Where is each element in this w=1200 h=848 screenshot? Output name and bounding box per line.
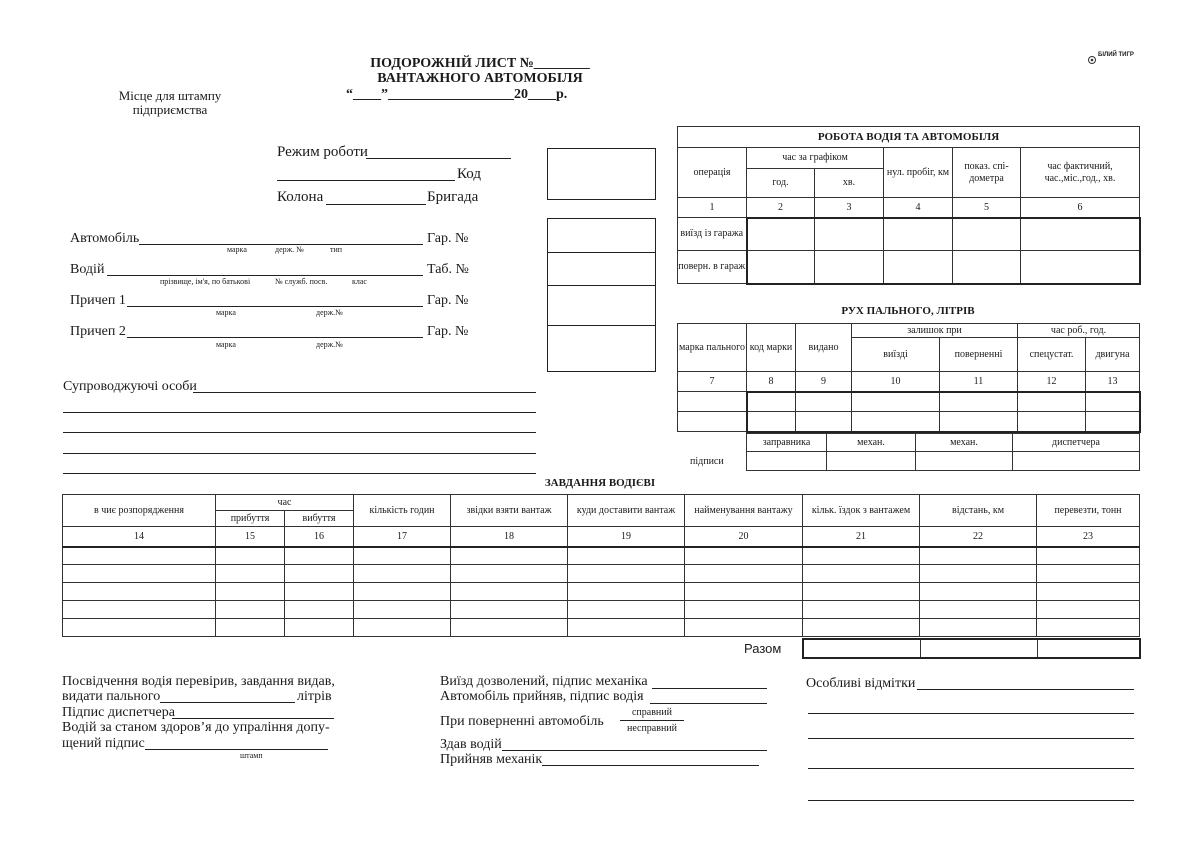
work-cell[interactable] xyxy=(747,251,815,284)
work-h-hours: год. xyxy=(747,169,815,198)
special-notes-field-5[interactable] xyxy=(808,800,1134,801)
fuel-h-brand: марка пального xyxy=(678,324,747,372)
fuel-sign-table xyxy=(746,433,1140,471)
tasks-cell[interactable] xyxy=(285,583,354,601)
fuel-cell[interactable] xyxy=(940,392,1018,412)
tasks-cell[interactable] xyxy=(920,619,1037,637)
work-h-operation: операція xyxy=(678,148,747,198)
tasks-cell[interactable] xyxy=(451,547,568,565)
sign-cell[interactable] xyxy=(1013,452,1140,471)
driver-handover-field[interactable] xyxy=(502,750,767,751)
special-notes-field-1[interactable] xyxy=(917,689,1134,690)
tasks-cell[interactable] xyxy=(63,583,216,601)
fuel-cell[interactable] xyxy=(940,412,1018,432)
car-sub-type: тип xyxy=(330,245,343,254)
tasks-h-to: куди доставити вантаж xyxy=(568,495,685,527)
code-field[interactable] xyxy=(277,180,455,181)
trailer2-label: Причеп 2 xyxy=(70,324,126,339)
tasks-cell[interactable] xyxy=(920,547,1037,565)
driver-sub-name: прізвище, ім'я, по батькові xyxy=(160,277,251,286)
car-sub-number: держ. № xyxy=(275,245,304,254)
special-notes-field-2[interactable] xyxy=(808,713,1134,714)
sign-col-mech1: механ. xyxy=(827,434,916,452)
escorts-field-4[interactable] xyxy=(63,453,536,454)
footer-left-line2: видати пального xyxy=(62,689,161,704)
fuel-num-12: 12 xyxy=(1018,372,1086,392)
trailer1-garage-label: Гар. № xyxy=(427,293,469,308)
footer-mid-line3: При поверненні автомобіль xyxy=(440,714,604,729)
work-h-zero: нул. пробіг, км xyxy=(884,148,953,198)
tasks-num-23: 23 xyxy=(1037,527,1140,547)
tasks-cell[interactable] xyxy=(568,547,685,565)
fuel-table xyxy=(677,323,1141,433)
work-h-schedule: час за графіком xyxy=(747,148,884,169)
total-trips-cell[interactable] xyxy=(803,639,920,658)
tasks-cell[interactable] xyxy=(216,619,285,637)
tasks-h-cargo: найменування вантажу xyxy=(685,495,803,527)
driver-label: Водій xyxy=(70,262,105,277)
work-cell[interactable] xyxy=(884,218,953,251)
tasks-cell[interactable] xyxy=(685,565,803,583)
fuel-cell[interactable] xyxy=(852,392,940,412)
escorts-field-5[interactable] xyxy=(63,473,536,474)
tasks-cell[interactable] xyxy=(451,565,568,583)
tasks-cell[interactable] xyxy=(568,601,685,619)
mechanic-accept-field[interactable] xyxy=(542,765,759,766)
tasks-total-label: Разом xyxy=(744,641,782,656)
sign-cell[interactable] xyxy=(916,452,1013,471)
stamp-label: штамп xyxy=(240,751,263,760)
footer-mid-line2: Автомобіль прийняв, підпис водія xyxy=(440,689,644,704)
status-divider xyxy=(620,720,684,721)
tasks-cell[interactable] xyxy=(63,565,216,583)
stamp-place-label: Місце для штампу xyxy=(118,88,222,103)
table-row xyxy=(63,619,1140,637)
work-mode-label: Режим роботи xyxy=(277,144,368,160)
tasks-cell[interactable] xyxy=(354,583,451,601)
status-not-ok[interactable]: несправний xyxy=(626,723,678,734)
column-field[interactable] xyxy=(326,204,426,205)
tasks-cell[interactable] xyxy=(451,583,568,601)
tasks-h-departure: вибуття xyxy=(285,511,354,527)
tasks-num-19: 19 xyxy=(568,527,685,547)
fuel-num-11: 11 xyxy=(940,372,1018,392)
special-notes-label: Особливі відмітки xyxy=(806,676,916,691)
tasks-cell[interactable] xyxy=(568,583,685,601)
tasks-h-time: час xyxy=(216,495,354,511)
stamp-box-stack xyxy=(547,218,656,372)
tasks-cell[interactable] xyxy=(216,547,285,565)
tasks-cell[interactable] xyxy=(285,547,354,565)
tasks-cell[interactable] xyxy=(1037,583,1140,601)
tasks-cell[interactable] xyxy=(920,565,1037,583)
fuel-h-code: код марки xyxy=(747,324,796,372)
work-num-3: 3 xyxy=(815,198,884,218)
tasks-h-hours: кількість годин xyxy=(354,495,451,527)
fuel-h-rest: залишок при xyxy=(852,324,1018,338)
work-table xyxy=(677,126,1141,285)
fuel-cell[interactable] xyxy=(796,412,852,432)
trailer1-sub-brand: марка xyxy=(216,308,236,317)
fuel-cell[interactable] xyxy=(1086,392,1140,412)
work-num-6: 6 xyxy=(1021,198,1140,218)
fuel-num-10: 10 xyxy=(852,372,940,392)
total-tons-cell[interactable] xyxy=(1037,639,1140,658)
fuel-cell[interactable] xyxy=(796,392,852,412)
trailer2-sub-brand: марка xyxy=(216,340,236,349)
driver-sub-class: клас xyxy=(352,277,367,286)
work-num-1: 1 xyxy=(678,198,747,218)
dispatcher-sign-field[interactable] xyxy=(172,718,334,719)
tasks-cell[interactable] xyxy=(685,547,803,565)
fuel-h-special: спецустат. xyxy=(1018,338,1086,372)
driver-health-sign-field[interactable] xyxy=(145,749,328,750)
tasks-num-17: 17 xyxy=(354,527,451,547)
tasks-cell[interactable] xyxy=(803,619,920,637)
fuel-cell[interactable] xyxy=(1086,412,1140,432)
escorts-field-2[interactable] xyxy=(63,412,536,413)
tasks-cell[interactable] xyxy=(685,619,803,637)
trailer1-label: Причеп 1 xyxy=(70,293,126,308)
tasks-cell[interactable] xyxy=(803,547,920,565)
work-cell[interactable] xyxy=(953,251,1021,284)
sign-col-dispatcher: диспетчера xyxy=(1013,434,1140,452)
work-cell[interactable] xyxy=(1021,251,1140,284)
escorts-label: Супроводжуючі особи xyxy=(63,379,197,394)
fuel-title: РУХ ПАЛЬНОГО, ЛІТРІВ xyxy=(841,305,975,317)
table-row xyxy=(63,583,1140,601)
fuel-cell[interactable] xyxy=(1018,412,1086,432)
footer-mid-line4: Здав водій xyxy=(440,737,502,752)
driver-sub-cert: № служб. посв. xyxy=(275,277,328,286)
sign-cell[interactable] xyxy=(747,452,827,471)
tasks-cell[interactable] xyxy=(63,547,216,565)
tasks-cell[interactable] xyxy=(216,565,285,583)
fuel-h-out: виїзді xyxy=(852,338,940,372)
car-garage-label: Гар. № xyxy=(427,231,469,246)
tasks-cell[interactable] xyxy=(285,565,354,583)
footer-mid-line5: Прийняв механік xyxy=(440,752,543,767)
publisher-logo: БІЛИЙ ТИГР xyxy=(1088,52,1138,62)
footer-left-liters: літрів xyxy=(297,689,332,704)
tasks-h-distance: відстань, км xyxy=(920,495,1037,527)
fuel-cell[interactable] xyxy=(852,412,940,432)
tasks-cell[interactable] xyxy=(354,565,451,583)
work-cell[interactable] xyxy=(815,251,884,284)
special-notes-field-4[interactable] xyxy=(808,768,1134,769)
footer-mid-line1: Виїзд дозволений, підпис механіка xyxy=(440,674,648,689)
sign-col-fueler: заправника xyxy=(747,434,827,452)
tasks-cell[interactable] xyxy=(685,583,803,601)
tasks-cell[interactable] xyxy=(568,565,685,583)
car-sub-brand: марка xyxy=(227,245,247,254)
work-h-actual: час фактичний, час.,міс.,год., хв. xyxy=(1021,148,1140,198)
tasks-cell[interactable] xyxy=(1037,565,1140,583)
fuel-cell[interactable] xyxy=(747,392,796,412)
column-label: Колона xyxy=(277,189,324,205)
tasks-cell[interactable] xyxy=(216,601,285,619)
tasks-num-18: 18 xyxy=(451,527,568,547)
work-cell[interactable] xyxy=(1021,218,1140,251)
tasks-h-arrival: прибуття xyxy=(216,511,285,527)
tasks-cell[interactable] xyxy=(63,619,216,637)
tasks-cell[interactable] xyxy=(920,583,1037,601)
trailer1-field[interactable] xyxy=(127,306,423,307)
trailer2-sub-number: держ.№ xyxy=(316,340,343,349)
trailer1-sub-number: держ.№ xyxy=(316,308,343,317)
status-ok[interactable]: справний xyxy=(631,707,672,718)
tasks-h-trips: кільк. їздок з вантажем xyxy=(803,495,920,527)
total-distance-cell[interactable] xyxy=(920,639,1037,658)
car-label: Автомобіль xyxy=(70,231,140,246)
table-row xyxy=(63,601,1140,619)
trailer2-garage-label: Гар. № xyxy=(427,324,469,339)
tasks-h-from: звідки взяти вантаж xyxy=(451,495,568,527)
tasks-num-21: 21 xyxy=(803,527,920,547)
footer-left-line3: Підпис диспетчера xyxy=(62,705,175,720)
tasks-cell[interactable] xyxy=(354,601,451,619)
driver-field[interactable] xyxy=(107,275,423,276)
fuel-num-8: 8 xyxy=(747,372,796,392)
mechanic-sign-field[interactable] xyxy=(652,688,767,689)
fuel-cell[interactable] xyxy=(747,412,796,432)
fuel-liters-field[interactable] xyxy=(160,702,295,703)
tasks-h-order: в чиє розпорядження xyxy=(63,495,216,527)
work-cell[interactable] xyxy=(884,251,953,284)
tasks-cell[interactable] xyxy=(1037,547,1140,565)
escorts-field-1[interactable] xyxy=(193,392,536,393)
fuel-num-7: 7 xyxy=(678,372,747,392)
work-mode-field[interactable] xyxy=(366,158,511,159)
tasks-cell[interactable] xyxy=(1037,619,1140,637)
driver-accept-sign-field[interactable] xyxy=(650,703,767,704)
brigade-label: Бригада xyxy=(427,189,479,205)
fuel-h-engine: двигуна xyxy=(1086,338,1140,372)
tasks-cell[interactable] xyxy=(354,547,451,565)
tasks-cell[interactable] xyxy=(285,601,354,619)
sign-col-mech2: механ. xyxy=(916,434,1013,452)
date-line: “____”__________________20____р. xyxy=(346,87,568,102)
footer-left-line1: Посвідчення водія перевірив, завдання видав, xyxy=(62,674,335,689)
tasks-cell[interactable] xyxy=(63,601,216,619)
tasks-num-16: 16 xyxy=(285,527,354,547)
tasks-num-20: 20 xyxy=(685,527,803,547)
fuel-cell[interactable] xyxy=(678,412,747,432)
fuel-num-13: 13 xyxy=(1086,372,1140,392)
fuel-cell[interactable] xyxy=(1018,392,1086,412)
waybill-title: ПОДОРОЖНІЙ ЛИСТ №________ xyxy=(370,56,590,71)
fuel-h-return: поверненні xyxy=(940,338,1018,372)
tasks-num-14: 14 xyxy=(63,527,216,547)
stamp-box-top xyxy=(547,148,656,200)
special-notes-field-3[interactable] xyxy=(808,738,1134,739)
table-row xyxy=(63,565,1140,583)
work-h-min: хв. xyxy=(815,169,884,198)
driver-tab-label: Таб. № xyxy=(427,262,469,277)
work-cell[interactable] xyxy=(815,218,884,251)
tasks-cell[interactable] xyxy=(568,619,685,637)
tasks-title: ЗАВДАННЯ ВОДІЄВІ xyxy=(544,477,656,489)
work-row-back: поверн. в гараж xyxy=(678,251,747,284)
work-num-2: 2 xyxy=(747,198,815,218)
work-num-5: 5 xyxy=(953,198,1021,218)
work-table-title: РОБОТА ВОДІЯ ТА АВТОМОБІЛЯ xyxy=(678,127,1140,148)
tasks-num-22: 22 xyxy=(920,527,1037,547)
waybill-subtitle: ВАНТАЖНОГО АВТОМОБІЛЯ xyxy=(377,71,583,86)
tasks-table xyxy=(62,494,1140,637)
tasks-cell[interactable] xyxy=(354,619,451,637)
code-label: Код xyxy=(457,166,481,182)
tasks-cell[interactable] xyxy=(216,583,285,601)
fuel-num-9: 9 xyxy=(796,372,852,392)
fuel-h-issued: видано xyxy=(796,324,852,372)
tasks-cell[interactable] xyxy=(803,601,920,619)
tasks-cell[interactable] xyxy=(451,601,568,619)
footer-left-line5: щений підпис xyxy=(62,736,145,751)
sign-cell[interactable] xyxy=(827,452,916,471)
work-cell[interactable] xyxy=(747,218,815,251)
tasks-cell[interactable] xyxy=(285,619,354,637)
work-row-out: виїзд із гаража xyxy=(678,218,747,251)
tasks-cell[interactable] xyxy=(451,619,568,637)
stamp-place-label-2: підприємства xyxy=(132,102,208,117)
fuel-sign-label: підписи xyxy=(690,456,724,467)
work-num-4: 4 xyxy=(884,198,953,218)
tasks-h-tons: перевезти, тонн xyxy=(1037,495,1140,527)
work-cell[interactable] xyxy=(953,218,1021,251)
fuel-cell[interactable] xyxy=(678,392,747,412)
table-row xyxy=(63,547,1140,565)
tasks-cell[interactable] xyxy=(1037,601,1140,619)
fuel-h-worktime: час роб., год. xyxy=(1018,324,1140,338)
tasks-cell[interactable] xyxy=(803,583,920,601)
footer-left-line4: Водій за станом здоров’я до упраління допу- xyxy=(62,720,330,735)
tasks-cell[interactable] xyxy=(920,601,1037,619)
tasks-total-table xyxy=(802,638,1141,659)
work-h-odometer: показ. спі-дометра xyxy=(953,148,1021,198)
trailer2-field[interactable] xyxy=(127,337,423,338)
tasks-cell[interactable] xyxy=(685,601,803,619)
escorts-field-3[interactable] xyxy=(63,432,536,433)
tasks-num-15: 15 xyxy=(216,527,285,547)
tasks-cell[interactable] xyxy=(803,565,920,583)
